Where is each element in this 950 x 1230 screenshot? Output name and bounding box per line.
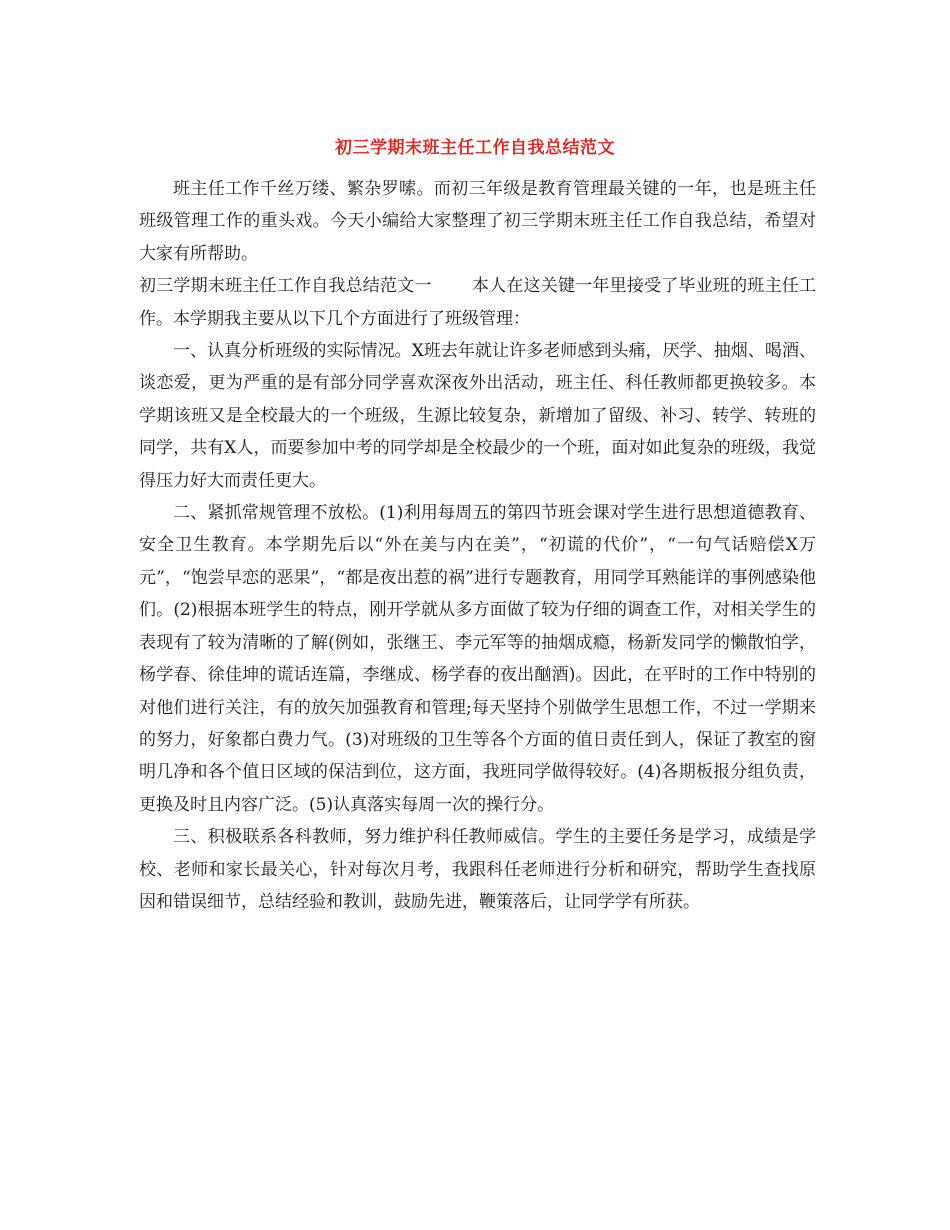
- body-paragraph-1: 一、认真分析班级的实际情况。X班去年就让许多老师感到头痛，厌学、抽烟、喝酒、谈恋爱，更为严重的是有部分同学喜欢深夜外出活动，班主任、科任教师都更换较多。本学期该班又是全校最大的一个班级，生源比较复杂，新增加了留级、补习、转学、转班的同学，共有X人，而要参加中考的同学却是全校最少的一个班，面对如此复杂的班级，我觉得压力好大而责任更大。: [139, 341, 816, 491]
- section-paragraph: [139, 270, 816, 335]
- intro-paragraph: 班主任工作千丝万缕、繁杂罗嗦。而初三年级是教育管理最关键的一年，也是班主任班级管理工作的重头戏。今天小编给大家整理了初三学期末班主任工作自我总结，希望对大家有所帮助。: [139, 179, 816, 264]
- body-paragraph-3: 三、积极联系各科教师，努力维护科任教师威信。学生的主要任务是学习，成绩是学校、老师和家长最关心，针对每次月考，我跟科任老师进行分析和研究，帮助学生查找原因和错误细节，总结经验和教训，鼓励先进，鞭策落后，让同学学有所获。: [139, 827, 816, 912]
- document-body: [139, 173, 816, 918]
- body-paragraph-2: 二、紧抓常规管理不放松。(1)利用每周五的第四节班会课对学生进行思想道德教育、安全卫生教育。本学期先后以“外在美与内在美”，“初谎的代价”，“一句气话赔偿X万元”，“饱尝早恋的恶果”，“都是夜出惹的祸”进行专题教育，用同学耳熟能详的事例感染他们。(2)根据本班学生的特点，刚开学就从多方面做了较为仔细的调查工作，对相关学生的表现有了较为清晰的了解(例如，张继王、李元军等的抽烟成瘾，杨新发同学的懒散怕学，杨学春、徐佳坤的谎话连篇，李继成、杨学春的夜出酗酒)。因此，在平时的工作中特别的对他们进行关注，有的放矢加强教育和管理;每天坚持个别做学生思想工作，不过一学期来的努力，好象都白费力气。(3)对班级的卫生等各个方面的值日责任到人，保证了教室的窗明几净和各个值日区域的保洁到位，这方面，我班同学做得较好。(4)各期板报分组负责，更换及时且内容广泛。(5)认真落实每周一次的操行分。: [139, 503, 816, 815]
- section-heading: 初三学期末班主任工作自我总结范文一: [139, 276, 432, 297]
- section-lead: 本人在这关键一年里接受了毕业班的班主任工作。本学期我主要从以下几个方面进行了班级管理：: [139, 276, 817, 329]
- document-title: 初三学期末班主任工作自我总结范文: [335, 138, 615, 158]
